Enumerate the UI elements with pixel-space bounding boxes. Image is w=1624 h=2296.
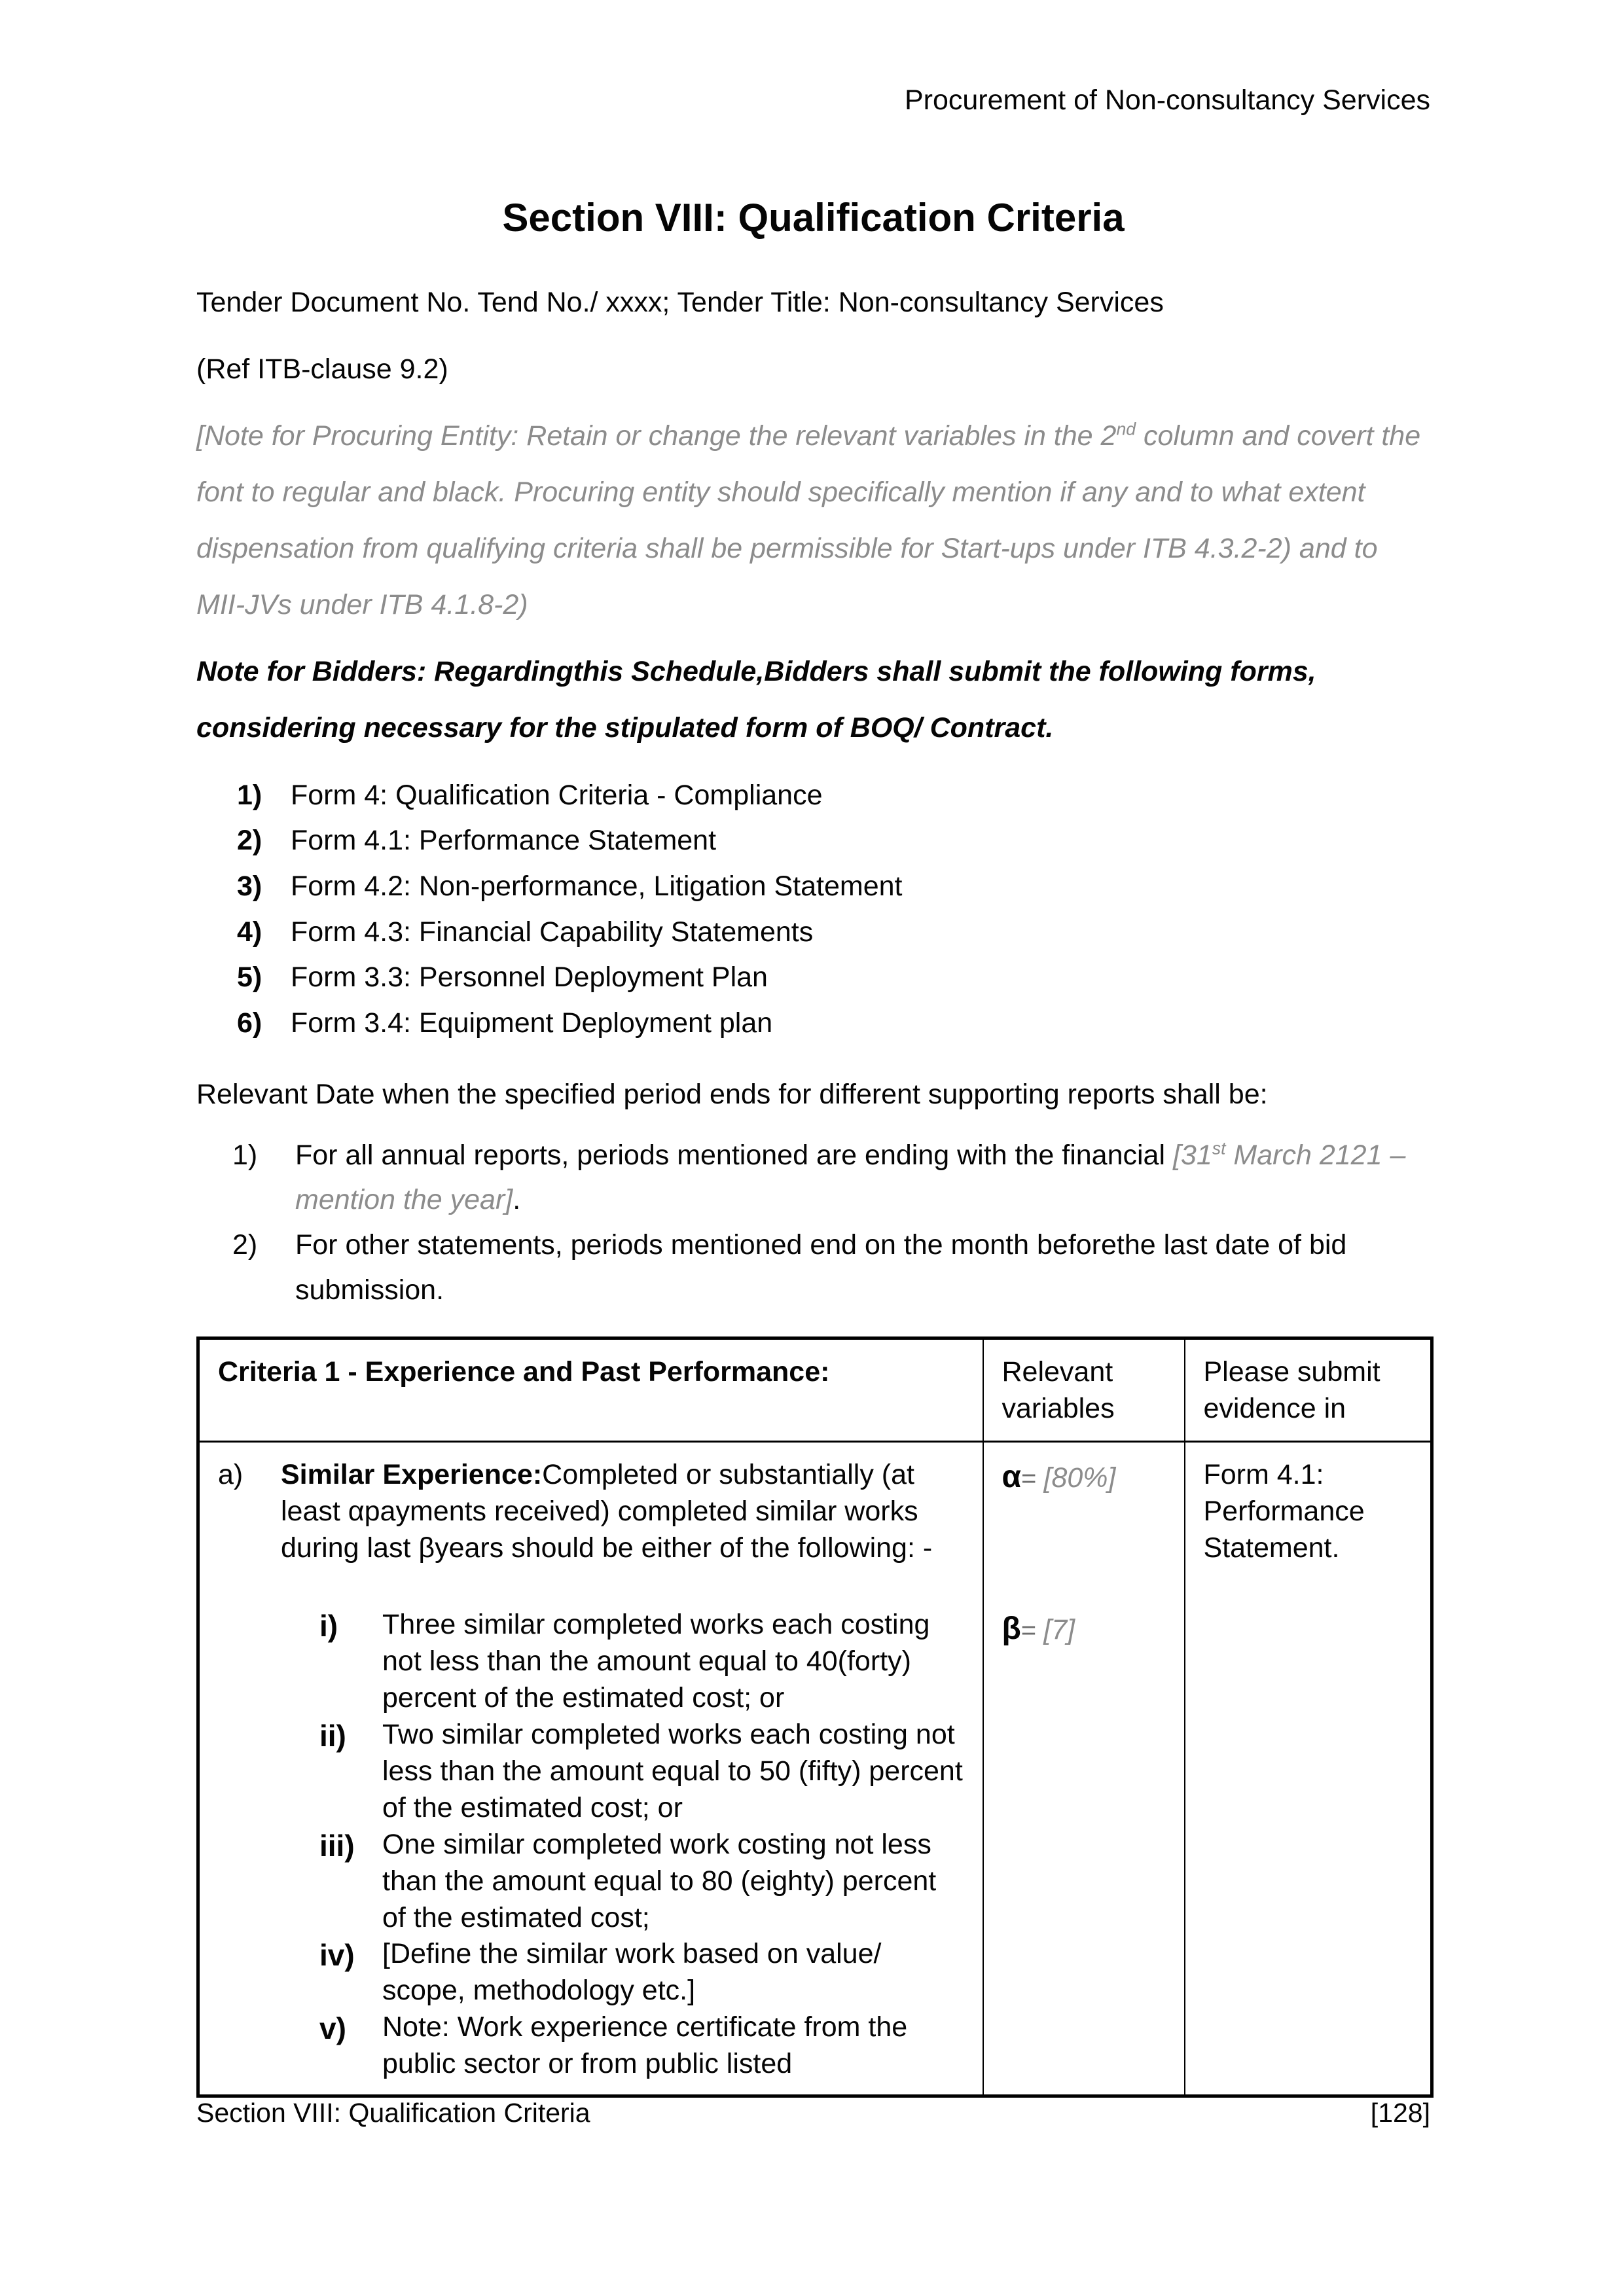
roman-text: [Define the similar work based on value/ scope, methodology etc.] — [382, 1938, 882, 2007]
criteria-cell — [198, 1441, 983, 2096]
item-text-period: . — [513, 1184, 521, 1216]
header-cell-evidence: Please submit evidence in — [1185, 1338, 1432, 1441]
variable-value: [80%] — [1043, 1462, 1116, 1494]
item-text: Form 4.2: Non-performance, Litigation Statement — [291, 870, 903, 902]
item-text: Form 4.3: Financial Capability Statements — [291, 916, 814, 948]
item-number: 4) — [237, 916, 262, 948]
item-number: 2) — [237, 825, 262, 857]
procuring-entity-note — [196, 408, 1430, 633]
row-label: a) — [218, 1458, 244, 1490]
ref-itb-line: (Ref ITB-clause 9.2) — [196, 353, 448, 385]
list-item — [237, 818, 1430, 864]
footer-section-label: Section VIII: Qualification Criteria — [196, 2098, 590, 2128]
item-text: Form 4.1: Performance Statement — [291, 825, 717, 857]
roman-text: Three similar completed works each costing not less than the amount equal to 40(forty) percent of the estimated cost; or — [382, 1609, 930, 1714]
variables-cell — [983, 1441, 1185, 2096]
placeholder-date: [31 — [1172, 1139, 1212, 1171]
item-number: 6) — [237, 1007, 262, 1039]
variable-symbol: α — [1001, 1459, 1022, 1494]
similar-experience-paragraph — [218, 1457, 967, 1567]
header-cell-variables: Relevant variables — [983, 1338, 1185, 1441]
similar-experience-heading: Similar Experience: — [281, 1458, 543, 1490]
criteria-body-text: Completed or substantially (at least αpayments received) completed similar works during last βyears should be either of the following: - — [281, 1458, 933, 1564]
footer-page-number: [128] — [1370, 2098, 1430, 2128]
placeholder-date-rest: March 2121 – mention the year] — [295, 1139, 1406, 1216]
variable-symbol: β — [1001, 1611, 1021, 1647]
item-text — [295, 1133, 1430, 1223]
table-row — [198, 1441, 1432, 2096]
roman-marker: i) — [319, 1609, 338, 1643]
procuring-note-text-2: column and covert the font to regular and black. Procuring entity should specifically mention if any and to what extent dispensation from qualifying criteria shall be permissible for Start-ups under ITB 4.3.2-2) and to MII-JVs under ITB 4.1.8-2) — [196, 420, 1421, 620]
item-text: Form 3.4: Equipment Deployment plan — [291, 1007, 773, 1039]
alpha-variable — [1002, 1457, 1168, 1498]
variable-equals: = — [1020, 1616, 1044, 1645]
item-text: Form 4: Qualification Criteria - Compliance — [291, 779, 823, 811]
roman-item — [319, 1827, 967, 1937]
roman-text: Note: Work experience certificate from the public sector or from public listed — [382, 2011, 908, 2080]
ordinal-superscript: nd — [1116, 419, 1136, 439]
variable-value: [7] — [1043, 1614, 1075, 1646]
list-item — [237, 910, 1430, 956]
ordinal-superscript: st — [1212, 1138, 1226, 1158]
roman-marker: v) — [319, 2011, 346, 2046]
variable-equals: = — [1021, 1463, 1044, 1493]
list-item — [237, 955, 1430, 1001]
evidence-cell: Form 4.1: Performance Statement. — [1185, 1441, 1432, 2096]
item-text-black: For all annual reports, periods mentioned are ending with the financial — [295, 1139, 1173, 1171]
list-item — [232, 1133, 1430, 1223]
list-item — [232, 1223, 1430, 1313]
roman-item — [319, 1936, 967, 2009]
list-item — [237, 864, 1430, 910]
page-header: Procurement of Non-consultancy Services — [904, 84, 1430, 116]
item-number: 5) — [237, 961, 262, 994]
list-item — [237, 773, 1430, 819]
item-number: 2) — [232, 1229, 258, 1261]
roman-marker: ii) — [319, 1719, 346, 1753]
relevant-date-intro: Relevant Date when the specified period ends for different supporting reports shall be: — [196, 1078, 1268, 1110]
page-title: Section VIII: Qualification Criteria — [502, 195, 1125, 240]
page-footer — [196, 2098, 1430, 2128]
roman-marker: iii) — [319, 1828, 355, 1863]
item-text: Form 3.3: Personnel Deployment Plan — [291, 961, 768, 994]
roman-item — [319, 1607, 967, 1717]
item-text: For other statements, periods mentioned end on the month beforethe last date of bid submission. — [295, 1229, 1347, 1306]
roman-text: Two similar completed works each costing not less than the amount equal to 50 (fifty) percent of the estimated cost; or — [382, 1719, 963, 1823]
item-number: 1) — [237, 779, 262, 811]
item-number: 3) — [237, 870, 262, 902]
roman-marker: iv) — [319, 1938, 355, 1973]
roman-text: One similar completed work costing not less than the amount equal to 80 (eighty) percent of the estimated cost; — [382, 1828, 937, 1933]
bidders-note: Note for Bidders: Regardingthis Schedule,Bidders shall submit the following forms, considering necessary for the stipulated form of BOQ/ Contract. — [196, 655, 1316, 744]
roman-item — [319, 2009, 967, 2083]
beta-variable — [1002, 1609, 1168, 1649]
qualification-criteria-table — [196, 1336, 1434, 2098]
roman-list — [319, 1607, 967, 2083]
table-header-row — [198, 1338, 1432, 1441]
forms-list — [237, 773, 1430, 1047]
header-cell-criteria: Criteria 1 - Experience and Past Performance: — [198, 1338, 983, 1441]
roman-item — [319, 1717, 967, 1827]
relevant-date-list — [232, 1133, 1430, 1313]
list-item — [237, 1001, 1430, 1047]
procuring-note-text-1: [Note for Procuring Entity: Retain or change the relevant variables in the 2 — [196, 420, 1117, 452]
tender-line: Tender Document No. Tend No./ xxxx; Tender Title: Non-consultancy Services — [196, 286, 1164, 318]
item-number: 1) — [232, 1139, 258, 1171]
criteria-text — [281, 1457, 967, 1567]
